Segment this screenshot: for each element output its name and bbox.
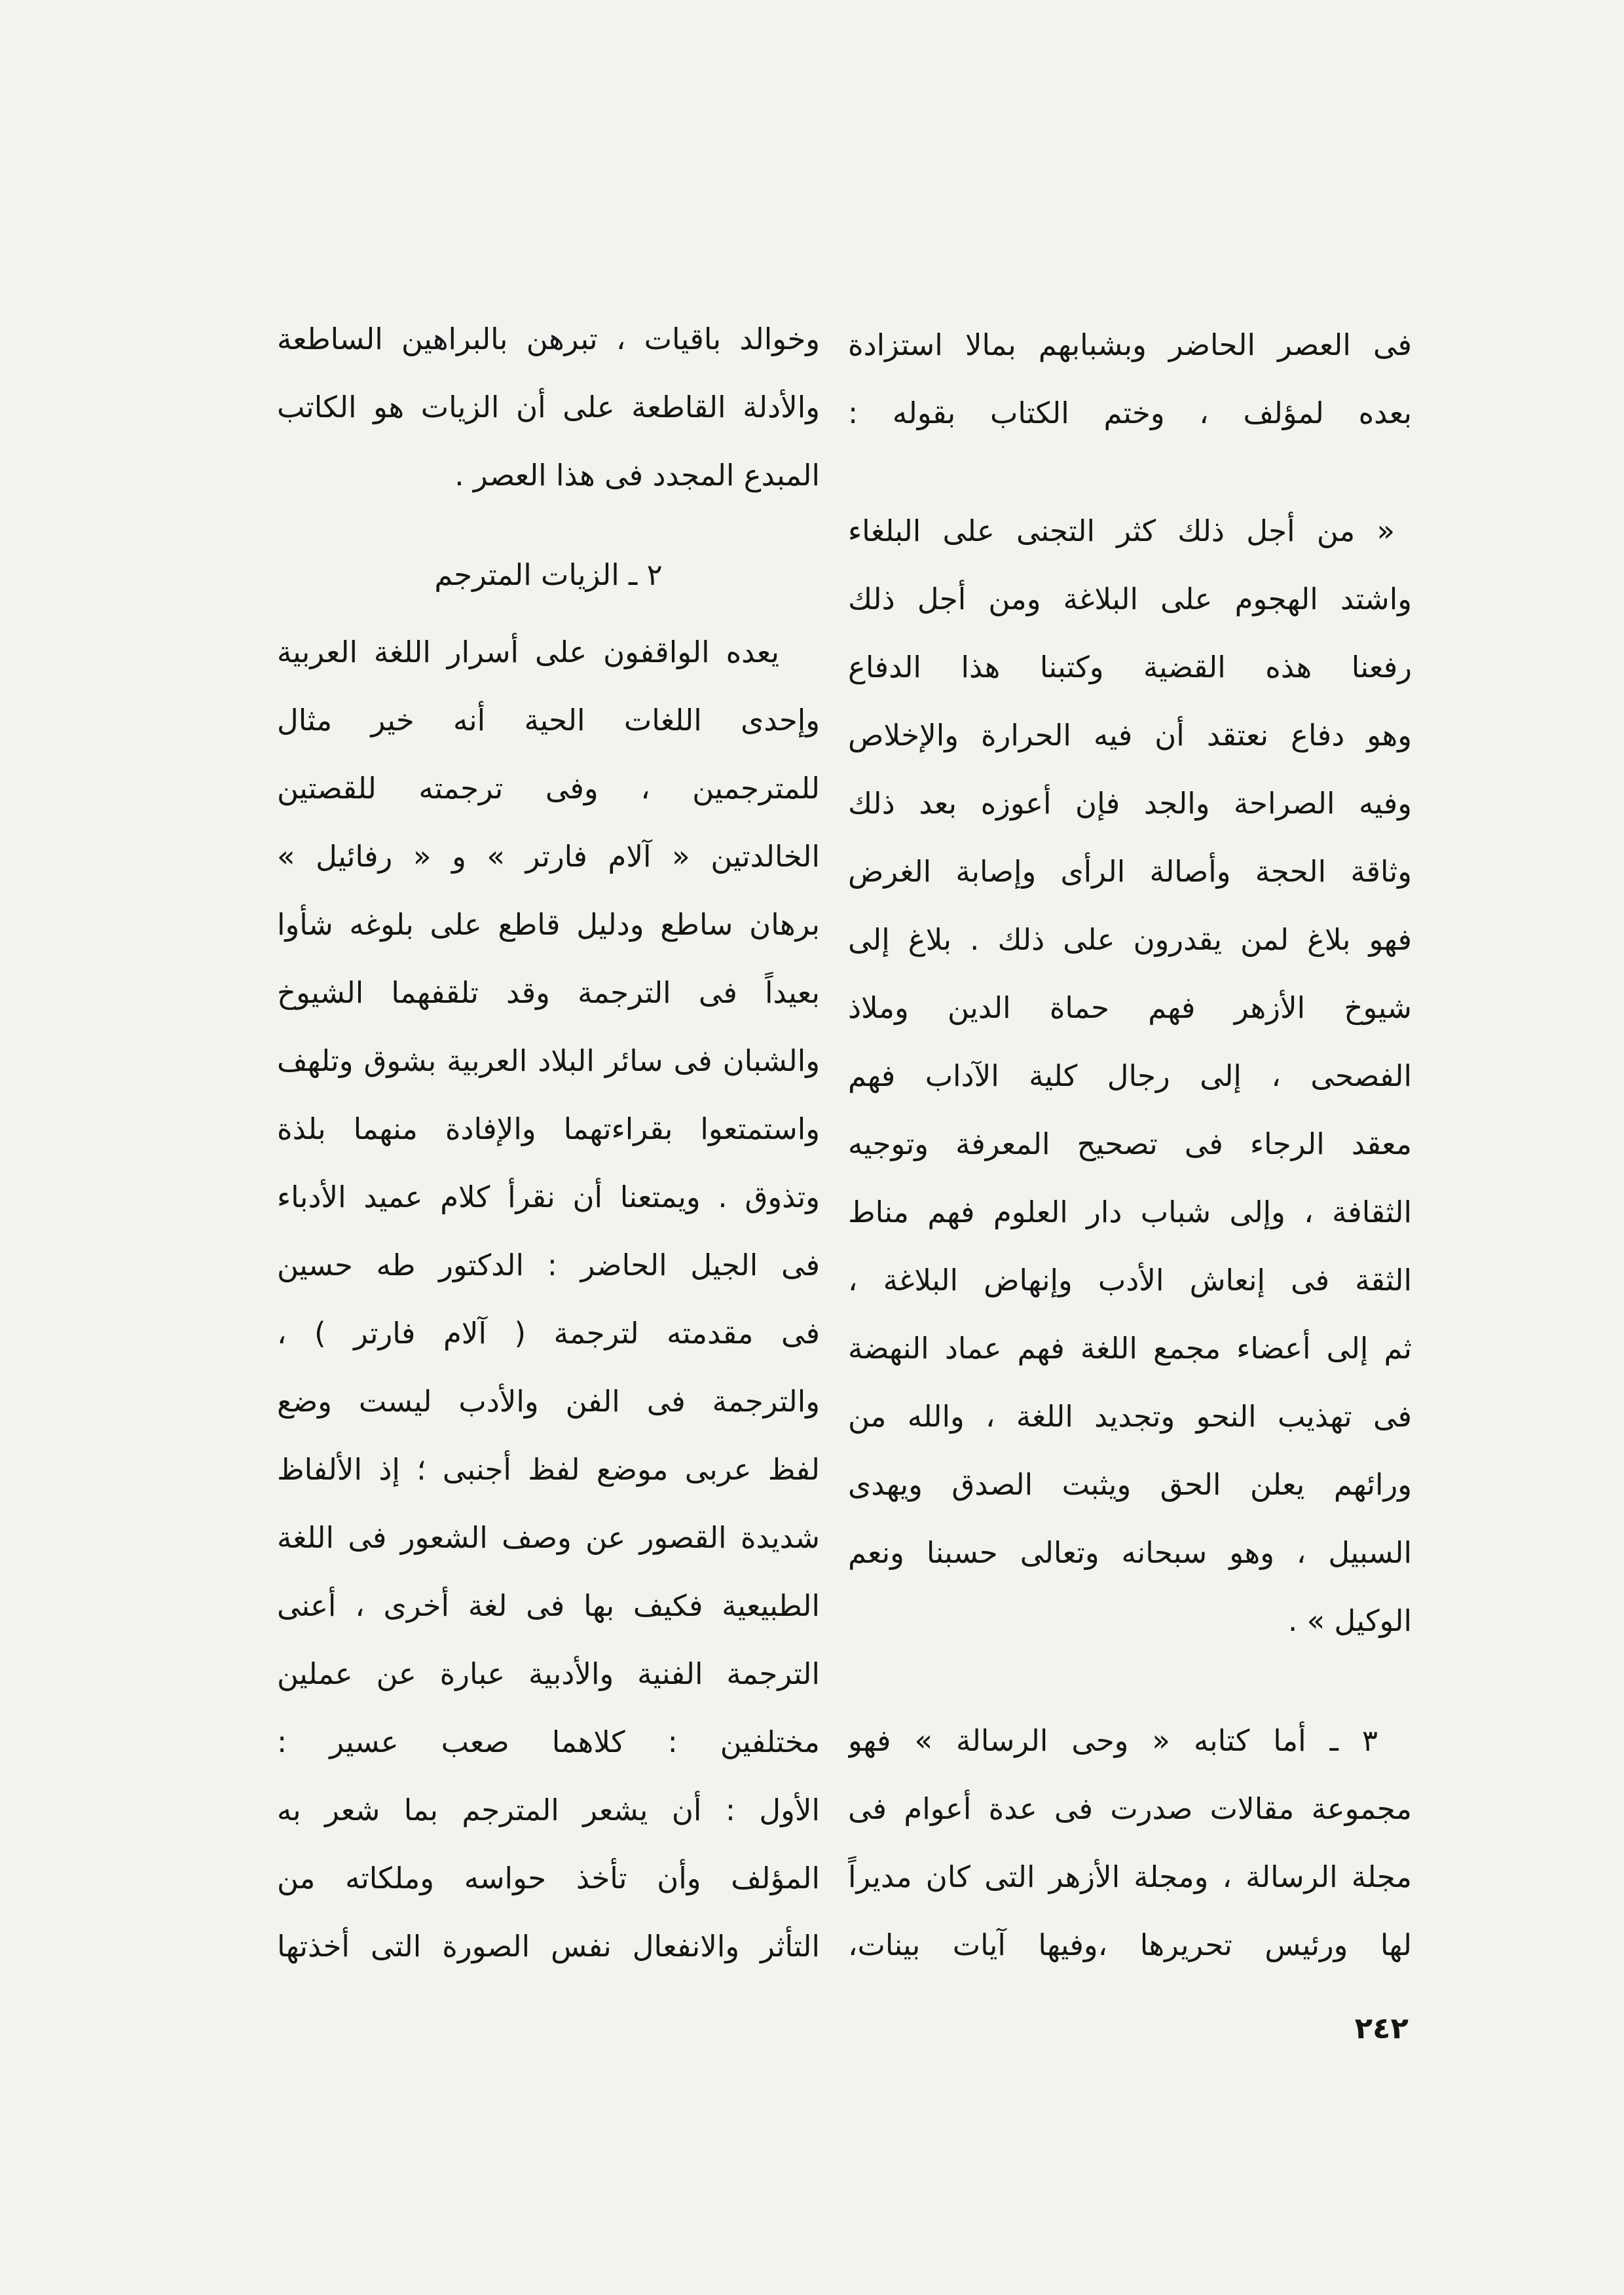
text-line: الأول : أن يشعر المترجم بما شعر به bbox=[277, 1793, 820, 1827]
text-line: واستمتعوا بقراءتهما والإفادة منهما بلذة bbox=[277, 1111, 820, 1146]
text-line: معقد الرجاء فى تصحيح المعرفة وتوجيه bbox=[848, 1127, 1412, 1161]
text-line: شيوخ الأزهر فهم حماة الدين وملاذ bbox=[848, 990, 1412, 1025]
text-line: يعده الواقفون على أسرار اللغة العربية bbox=[277, 635, 779, 669]
text-line: لفظ عربى موضع لفظ أجنبى ؛ إذ الألفاظ bbox=[277, 1452, 820, 1487]
text-line: وخوالد باقيات ، تبرهن بالبراهين الساطعة bbox=[277, 322, 820, 356]
section-heading: ٢ ـ الزيات المترجم bbox=[434, 557, 663, 592]
paragraph bbox=[277, 305, 820, 510]
text-line: مجلة الرسالة ، ومجلة الأزهر التى كان مديراً bbox=[848, 1859, 1412, 1894]
text-line: فى الجيل الحاضر : الدكتور طه حسين bbox=[277, 1248, 820, 1282]
section-heading-block bbox=[277, 541, 820, 609]
text-line: وإحدى اللغات الحية أنه خير مثال bbox=[277, 703, 820, 737]
text-line: رفعنا هذه القضية وكتبنا هذا الدفاع bbox=[848, 650, 1412, 684]
text-line: المؤلف وأن تأخذ حواسه وملكاته من bbox=[277, 1861, 820, 1895]
text-line: وفيه الصراحة والجد فإن أعوزه بعد ذلك bbox=[848, 786, 1412, 821]
text-line: واشتد الهجوم على البلاغة ومن أجل ذلك bbox=[848, 582, 1412, 616]
paragraph bbox=[848, 1707, 1412, 1979]
text-line: فى مقدمته لترجمة ( آلام فارتر ) ، bbox=[277, 1316, 820, 1351]
paragraph bbox=[848, 311, 1412, 447]
right-column bbox=[848, 0, 1412, 2295]
text-line: ٣ ـ أما كتابه « وحى الرسالة » فهو bbox=[848, 1723, 1378, 1758]
text-line: ثم إلى أعضاء مجمع اللغة فهم عماد النهضة bbox=[848, 1331, 1412, 1366]
text-line: فى تهذيب النحو وتجديد اللغة ، والله من bbox=[848, 1399, 1412, 1434]
text-line: والأدلة القاطعة على أن الزيات هو الكاتب bbox=[277, 390, 820, 424]
text-line: بعيداً فى الترجمة وقد تلقفهما الشيوخ bbox=[277, 975, 820, 1010]
text-line: « من أجل ذلك كثر التجنى على البلغاء bbox=[848, 513, 1395, 548]
text-line: الطبيعية فكيف بها فى لغة أخرى ، أعنى bbox=[277, 1588, 820, 1623]
left-column bbox=[277, 0, 820, 2295]
text-line: الثقة فى إنعاش الأدب وإنهاض البلاغة ، bbox=[848, 1263, 1412, 1297]
text-line: بعده لمؤلف ، وختم الكتاب بقوله : bbox=[848, 396, 1412, 430]
text-line: ورائهم يعلن الحق ويثبت الصدق ويهدى bbox=[848, 1467, 1412, 1502]
text-line: مختلفين : كلاهما صعب عسير : bbox=[277, 1725, 820, 1759]
text-line: شديدة القصور عن وصف الشعور فى اللغة bbox=[277, 1520, 820, 1555]
text-line: الخالدتين « آلام فارتر » و « رفائيل » bbox=[277, 839, 820, 874]
text-line: وتذوق . ويمتعنا أن نقرأ كلام عميد الأدباء bbox=[277, 1180, 820, 1214]
text-line: الترجمة الفنية والأدبية عبارة عن عملين bbox=[277, 1656, 820, 1691]
text-line: وثاقة الحجة وأصالة الرأى وإصابة الغرض bbox=[848, 854, 1412, 889]
text-line: فهو بلاغ لمن يقدرون على ذلك . بلاغ إلى bbox=[848, 922, 1412, 957]
text-line: السبيل ، وهو سبحانه وتعالى حسبنا ونعم bbox=[848, 1535, 1412, 1570]
text-line: مجموعة مقالات صدرت فى عدة أعوام فى bbox=[848, 1791, 1412, 1826]
text-line: المبدع المجدد فى هذا العصر . bbox=[454, 458, 820, 493]
text-line: الفصحى ، إلى رجال كلية الآداب فهم bbox=[848, 1058, 1412, 1093]
text-line: لها ورئيس تحريرها ،وفيها آيات بينات، bbox=[848, 1928, 1412, 1962]
text-line: برهان ساطع ودليل قاطع على بلوغه شأوا bbox=[277, 907, 820, 942]
quoted-paragraph bbox=[848, 497, 1412, 1655]
paragraph bbox=[277, 618, 820, 1981]
text-line: الوكيل » . bbox=[1288, 1603, 1412, 1638]
text-line: التأثر والانفعال نفس الصورة التى أخذتها bbox=[277, 1929, 820, 1964]
text-line: والشبان فى سائر البلاد العربية بشوق وتلهف bbox=[277, 1043, 820, 1078]
text-line: وهو دفاع نعتقد أن فيه الحرارة والإخلاص bbox=[848, 718, 1412, 753]
text-line: الثقافة ، وإلى شباب دار العلوم فهم مناط bbox=[848, 1195, 1412, 1229]
text-line: والترجمة فى الفن والأدب ليست وضع bbox=[277, 1384, 820, 1419]
text-line: للمترجمين ، وفى ترجمته للقصتين bbox=[277, 771, 820, 806]
text-line: فى العصر الحاضر وبشبابهم بمالا استزادة bbox=[848, 327, 1412, 362]
page-number: ٢٤٢ bbox=[1354, 2011, 1409, 2045]
